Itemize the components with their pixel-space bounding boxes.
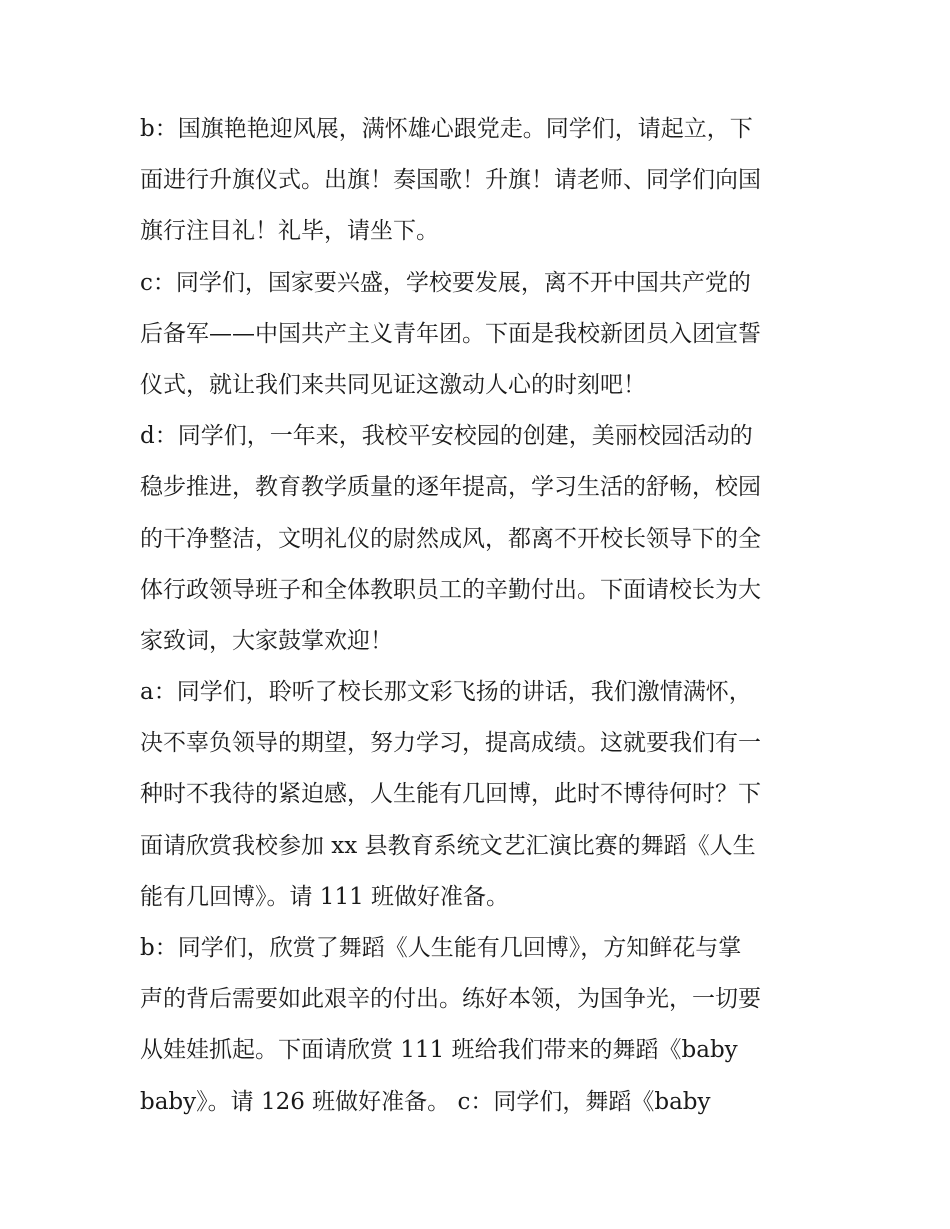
text-line: 声的背后需要如此艰辛的付出。练好本领，为国争光，一切要 <box>140 986 761 1013</box>
text-line: 旗行注目礼！礼毕，请坐下。 <box>140 218 439 245</box>
text-line: 从娃娃抓起。下面请欣赏 111 班给我们带来的舞蹈《baby <box>140 1037 738 1064</box>
text-line: 仪式，就让我们来共同见证这激动人心的时刻吧！ <box>140 371 646 398</box>
text-line: 种时不我待的紧迫感，人生能有几回博，此时不博待何时？下 <box>140 781 761 808</box>
text-line: 面进行升旗仪式。出旗！奏国歌！升旗！请老师、同学们向国 <box>140 167 761 194</box>
text-line: 家致词，大家鼓掌欢迎！ <box>140 627 393 654</box>
document-body <box>140 104 820 1128</box>
text-line: 的干净整洁，文明礼仪的尉然成风，都离不开校长领导下的全 <box>140 525 761 552</box>
text-line: 面请欣赏我校参加 xx 县教育系统文艺汇演比赛的舞蹈《人生 <box>140 832 756 859</box>
text-line: 决不辜负领导的期望，努力学习，提高成绩。这就要我们有一 <box>140 730 761 757</box>
text-line: d：同学们，一年来，我校平安校园的创建，美丽校园活动的 <box>140 423 753 450</box>
text-line: 后备军——中国共产主义青年团。下面是我校新团员入团宣誓 <box>140 320 761 347</box>
text-line: 能有几回博》。请 111 班做好准备。 <box>140 883 510 910</box>
text-line: 体行政领导班子和全体教职员工的辛勤付出。下面请校长为大 <box>140 576 761 603</box>
text-line: a：同学们，聆听了校长那文彩飞扬的讲话，我们激情满怀， <box>140 679 752 706</box>
text-line: b：国旗艳艳迎风展，满怀雄心跟党走。同学们，请起立，下 <box>140 116 753 142</box>
text-line: b：同学们，欣赏了舞蹈《人生能有几回博》，方知鲜花与掌 <box>140 935 742 961</box>
text-line: c：同学们，国家要兴盛，学校要发展，离不开中国共产党的 <box>140 269 751 296</box>
text-line: baby》。请 126 班做好准备。 c：同学们，舞蹈《baby <box>140 1088 711 1115</box>
text-line: 稳步推进，教育教学质量的逐年提高，学习生活的舒畅，校园 <box>140 474 761 501</box>
